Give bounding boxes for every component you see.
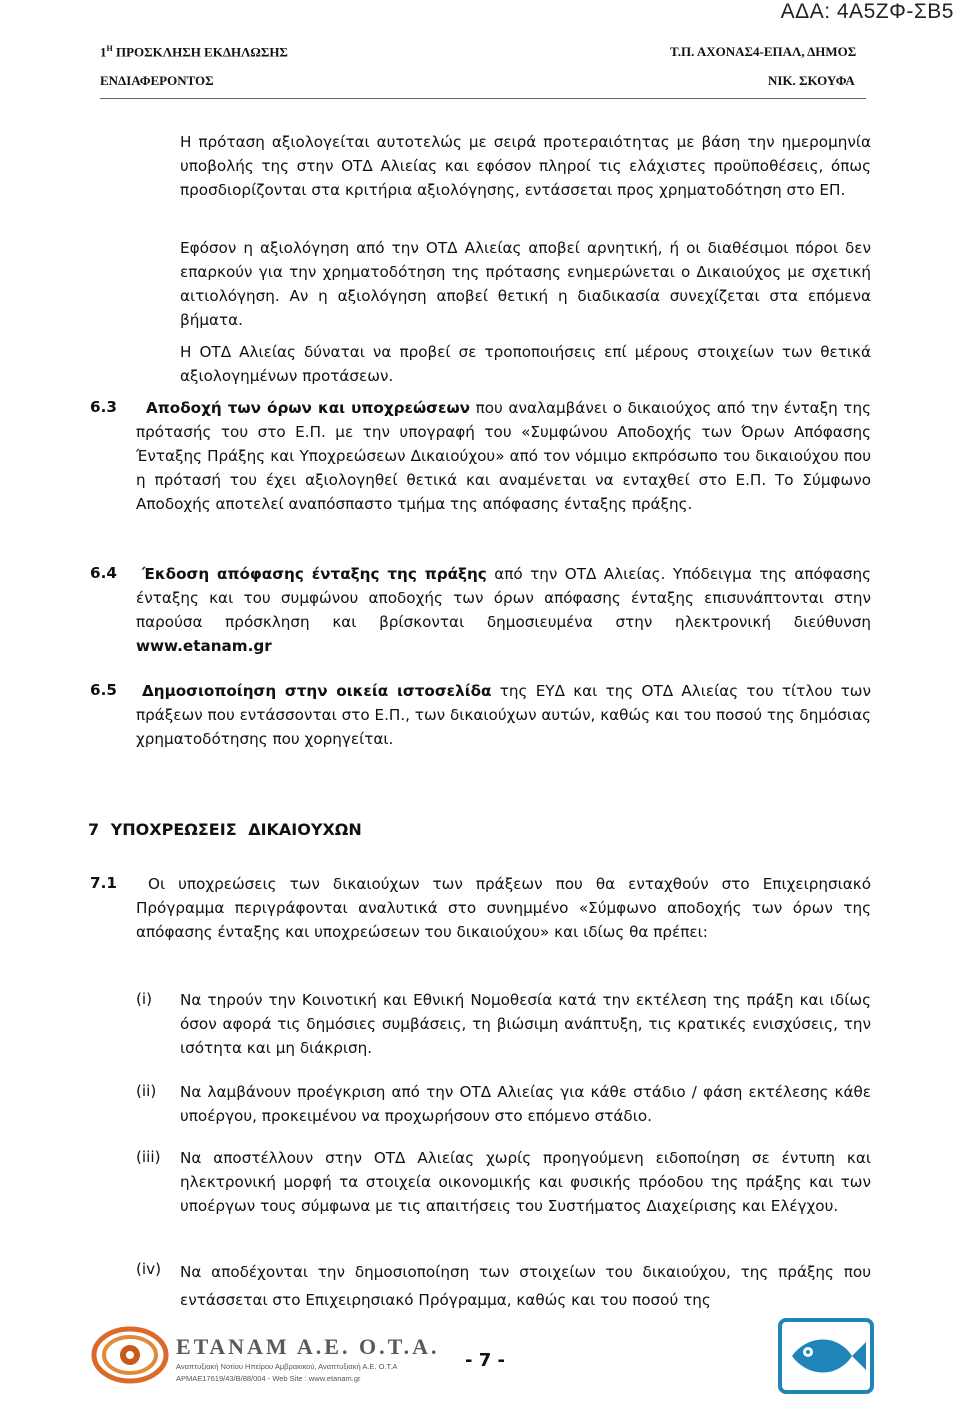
header-left-line1: $1^H$ ΠΡΟΣΚΛΗΣΗ ΕΚΔΗΛΩΣΗΣ (100, 44, 288, 60)
section-6-3-title: Αποδοχή των όρων και υποχρεώσεων (146, 399, 471, 417)
section-6-4-body: Έκδοση απόφασης ένταξης της πράξης από την ΟΤΔ Αλιείας. Υπόδειγμα της απόφασης ένταξης και του συμφώνου αποδοχής των όρων απόφασης ένταξης επισυνάπτονται στην παρούσα πρόσκληση και βρίσκονται δημοσιευμένα στην ηλεκτρονική διεύθυνση www.etanam.gr (136, 565, 871, 655)
header-right-line1: Τ.Π. ΑΧΟΝΑΣ4-ΕΠΑΛ, ΔΗΜΟΣ (670, 44, 857, 59)
section-6-5-title: Δημοσιοποίηση στην οικεία ιστοσελίδα (142, 682, 492, 700)
section-number-6-3: 6.3 (90, 398, 117, 416)
chapter-heading: 7 ΥΠΟΧΡΕΩΣΕΙΣ ΔΙΚΑΙΟΥΧΩΝ (88, 820, 362, 839)
section-number-6-5: 6.5 (90, 681, 117, 699)
footer-registration: ΑΡΜΑΕ17619/43/Β/88/004 - Web Site : www.etanam.gr (176, 1374, 361, 1383)
section-number-7-1: 7.1 (90, 874, 117, 892)
section-6-4-title: Έκδοση απόφασης ένταξης της πράξης (142, 565, 487, 583)
item-label-iii: (iii) (136, 1148, 161, 1166)
footer-subtitle: Αναπτυξιακή Νοτίου Ηπείρου Αμβρακικού, Αναπτυξιακή Α.Ε. Ο.Τ.Α (176, 1362, 398, 1371)
section-6-3-body: Αποδοχή των όρων και υποχρεώσεων που αναλαμβάνει ο δικαιούχος από την ένταξη της πρότασής του στο Ε.Π. με την υπογραφή του «Συμφώνου Αποδοχής των Όρων Απόφασης Ένταξης Πράξης και Υποχρεώσεων Δικαιούχου» από τον νόμιμο εκπρόσωπο του δικαιούχου που η πρότασή του έχει αξιολογηθεί θετικά και αναμένεται να ενταχθεί στο Ε.Π. Το Σύμφωνο Αποδοχής αποτελεί αναπόσπαστο τμήμα της απόφασης ένταξης πράξης. (136, 399, 871, 513)
item-label-iv: (iv) (136, 1260, 162, 1278)
paragraph-evaluation: Η πρόταση αξιολογείται αυτοτελώς με σειρά προτεραιότητας με βάση την ημερομηνία υποβολής της στην ΟΤΔ Αλιείας και εφόσον πληροί τις ελάχιστες προϋποθέσεις, όπως προσδιορίζονται στα κριτήρια αξιολόγησης, εντάσσεται προς χρηματοδότηση στο ΕΠ. (180, 133, 871, 199)
section-7-1-body: Οι υποχρεώσεις των δικαιούχων των πράξεων που θα ενταχθούν στο Επιχειρησιακό Πρόγραμμα περιγράφονται αναλυτικά στο συνημμένο «Σύμφωνο αποδοχής των όρων της απόφασης ένταξης και υποχρεώσεων του δικαιούχου» και ιδίως θα πρέπει: (136, 875, 871, 941)
item-text-i: Να τηρούν την Κοινοτική και Εθνική Νομοθεσία κατά την εκτέλεση της πράξη και ιδίως όσον αφορά τις δημόσιες συμβάσεις, τη βιώσιμη ανάπτυξη, τις κρατικές ενισχύσεις, την ισότητα και μη διάκριση. (180, 991, 871, 1057)
paragraph-modifications: Η ΟΤΔ Αλιείας δύναται να προβεί σε τροποποιήσεις επί μέρους στοιχείων των θετικά αξιολογημένων προτάσεων. (180, 343, 871, 385)
header-right-line2: ΝΙΚ. ΣΚΟΥΦΑ (768, 73, 855, 88)
page-number: - 7 - (465, 1350, 505, 1371)
header-left-line2: ΕΝΔΙΑΦΕΡΟΝΤΟΣ (100, 73, 214, 88)
item-label-i: (i) (136, 990, 153, 1008)
item-text-ii: Να λαμβάνουν προέγκριση από την ΟΤΔ Αλιείας για κάθε στάδιο / φάση εκτέλεσης κάθε υποέργου, προκειμένου να προχωρήσουν στο επόμενο στάδιο. (180, 1083, 871, 1125)
etanam-eye-logo-icon (90, 1322, 170, 1388)
item-text-iii: Να αποστέλλουν στην ΟΤΔ Αλιείας χωρίς προηγούμενη ειδοποίηση σε έντυπη και ηλεκτρονική μορφή τα στοιχεία οικονομικής και φυσικής πρόοδου της πράξης και των υποέργων τους σύμφωνα με τις απαιτήσεις του Συστήματος Διαχείρισης και Ελέγχου. (180, 1149, 871, 1215)
section-6-5-body: Δημοσιοποίηση στην οικεία ιστοσελίδα της ΕΥΔ και της ΟΤΔ Αλιείας του τίτλου των πράξεων που εντάσσονται στο Ε.Π., των δικαιούχων αυτών, καθώς και του ποσού της δημόσιας χρηματοδότησης που χορηγείται. (136, 682, 871, 748)
ada-code: ΑΔΑ: 4Α5ΖΦ-ΣΒ5 (780, 0, 954, 23)
item-text-iv: Να αποδέχονται την δημοσιοποίηση των στοιχείων του δικαιούχου, της πράξης που εντάσσεται στο Επιχειρησιακό Πρόγραμμα, καθώς και του ποσού της (180, 1263, 871, 1309)
section-number-6-4: 6.4 (90, 564, 117, 582)
footer-brand: ΕΤΑΝΑΜ Α.Ε. Ο.Τ.Α. (176, 1334, 440, 1359)
header-divider (100, 98, 866, 99)
paragraph-negative-evaluation: Εφόσον η αξιολόγηση από την ΟΤΔ Αλιείας αποβεί αρνητική, ή οι διαθέσιμοι πόροι δεν επαρκούν για την χρηματοδότηση της πρότασης ενημερώνεται ο Δικαιούχος με σχετική αιτιολόγηση. Αν η αξιολόγηση αποβεί θετική η διαδικασία συνεχίζεται στα επόμενα βήματα. (180, 239, 871, 329)
item-label-ii: (ii) (136, 1082, 157, 1100)
etanam-link[interactable]: www.etanam.gr (136, 637, 272, 655)
fisheries-logo-icon (778, 1318, 874, 1394)
